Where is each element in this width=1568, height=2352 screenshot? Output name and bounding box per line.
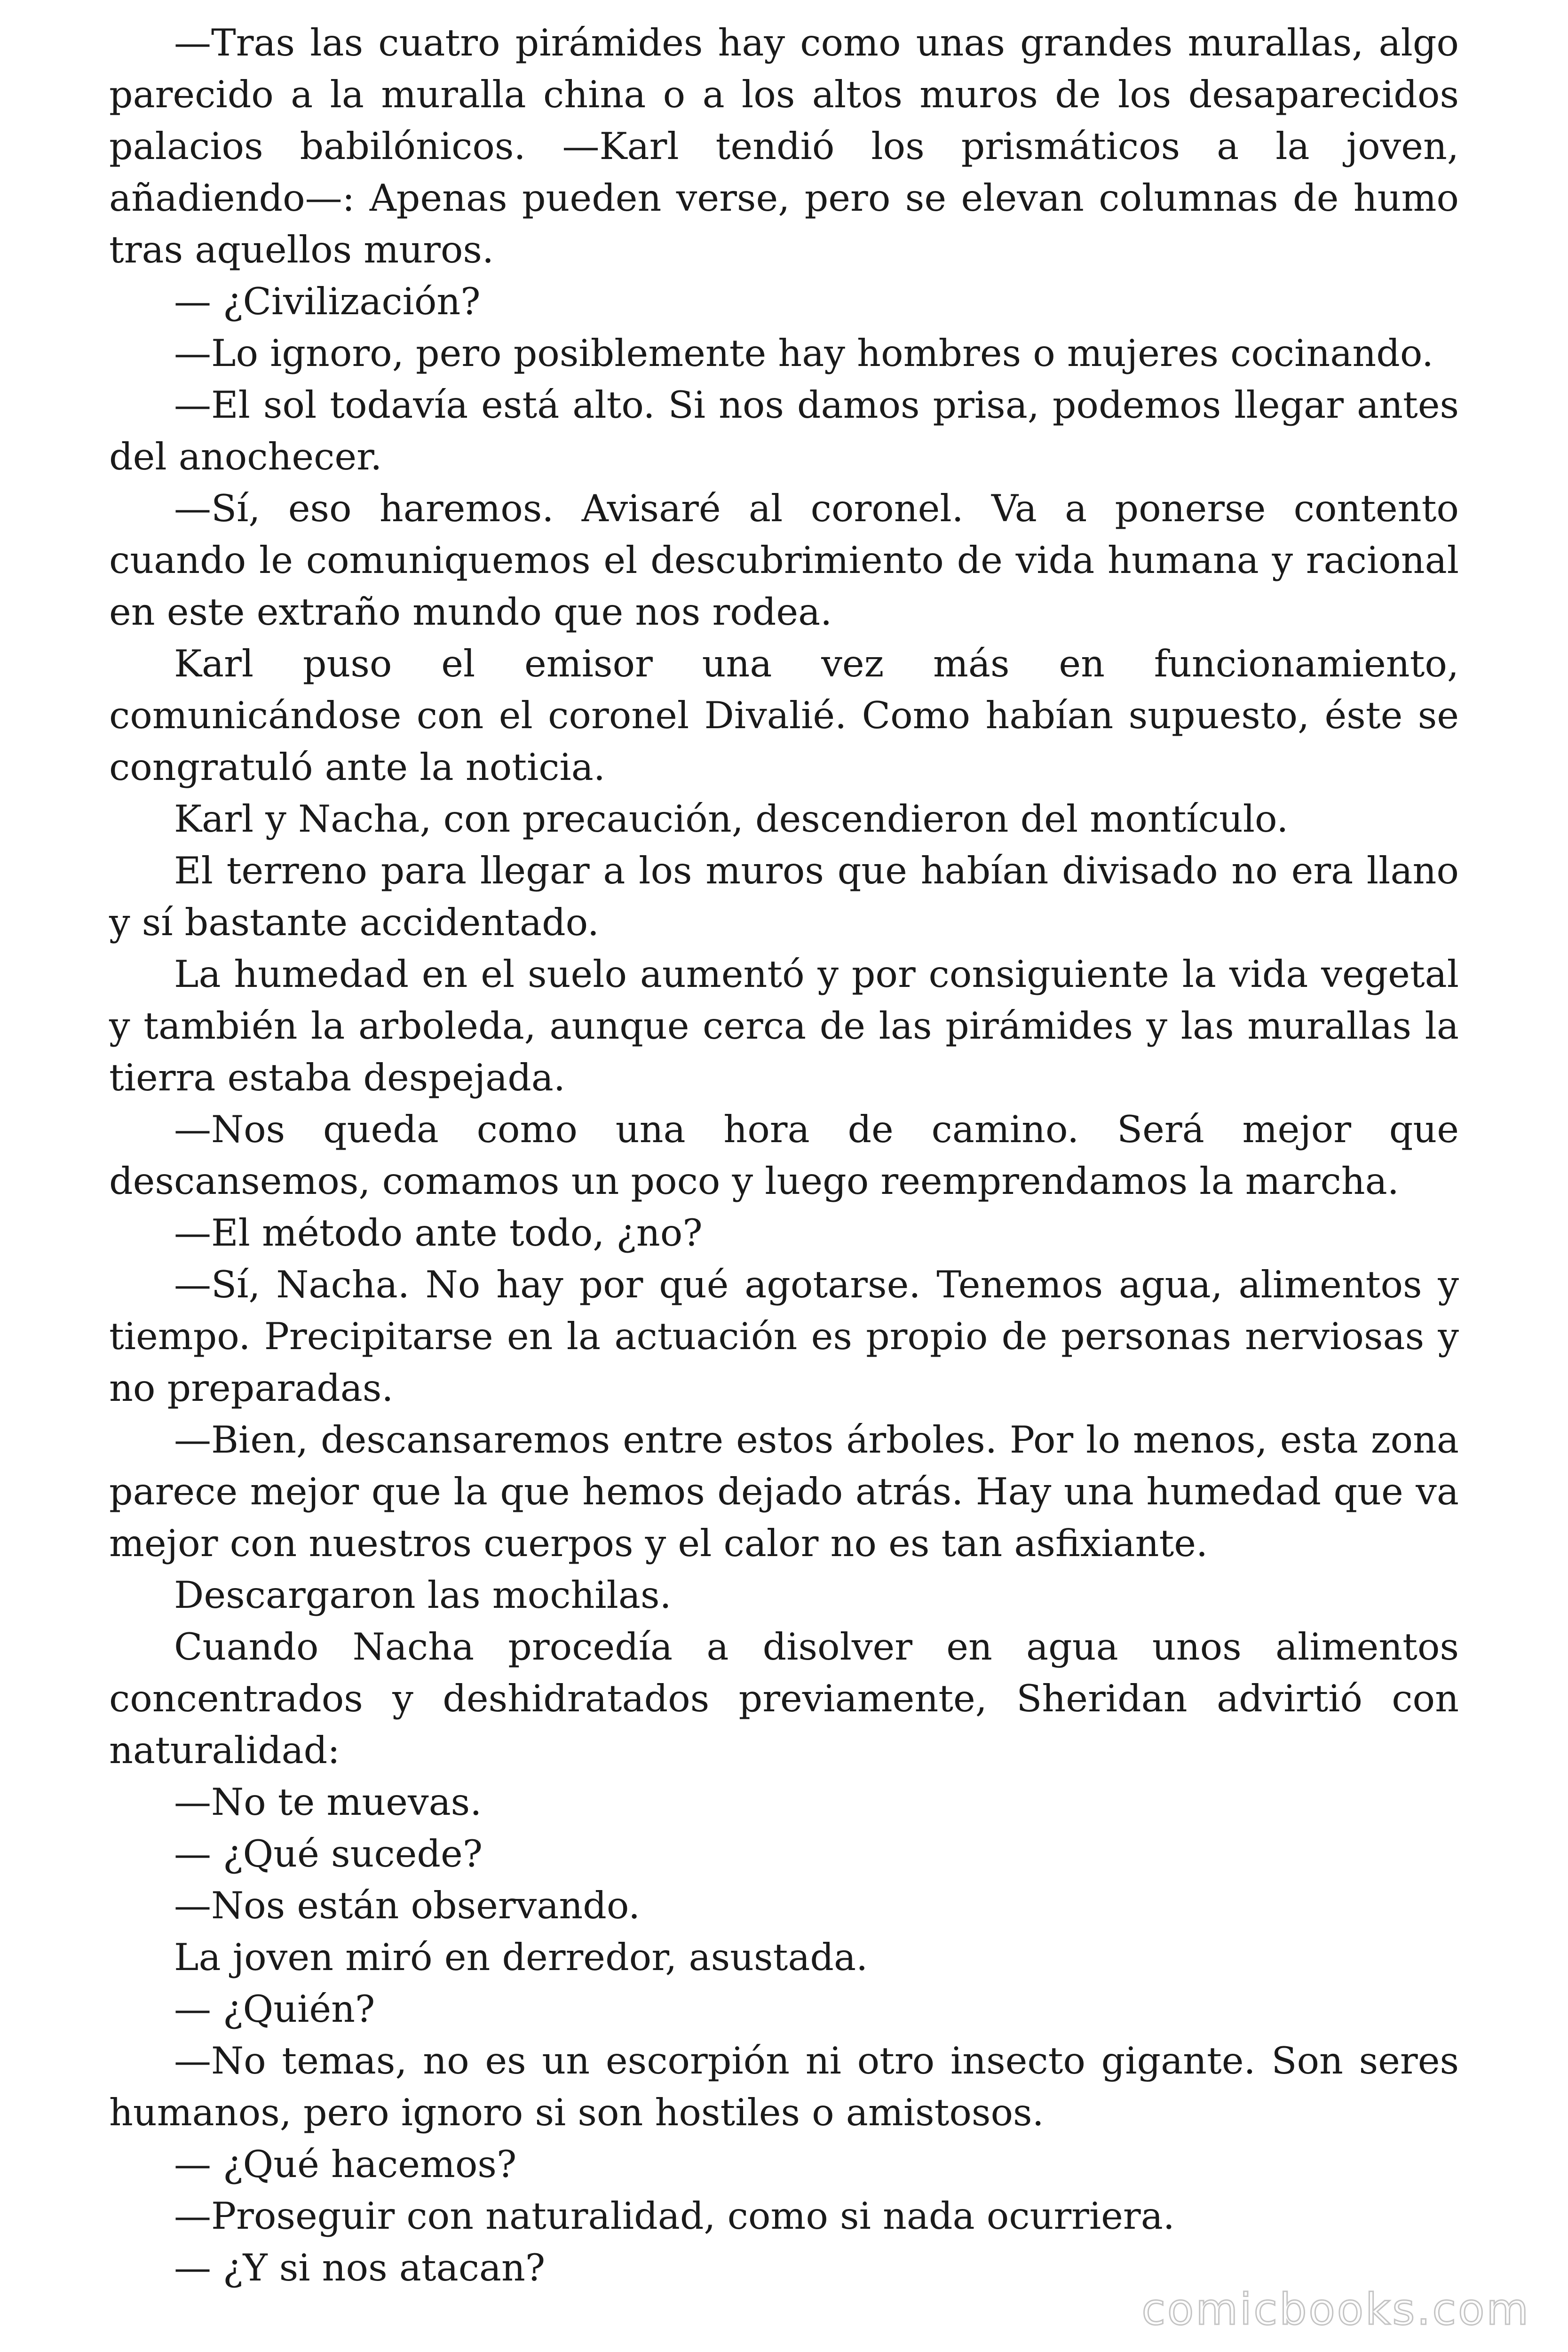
- paragraph: —Proseguir con naturalidad, como si nada ocurriera.: [174, 2194, 1175, 2238]
- paragraph: —No te muevas.: [174, 1780, 482, 1824]
- watermark: comicbooks.com: [1141, 2284, 1530, 2335]
- paragraph: —Bien, descansaremos entre estos árboles. Por lo menos, esta zona parece mejor que la que hemos dejado atrás. Hay una humedad que va mejor con nuestros cuerpos y el calor no es tan asfixiante.: [109, 1418, 1459, 1565]
- paragraph: —Lo ignoro, pero posiblemente hay hombres o mujeres cocinando.: [174, 332, 1434, 375]
- paragraph: Karl y Nacha, con precaución, descendieron del montículo.: [174, 797, 1289, 841]
- paragraph: La humedad en el suelo aumentó y por consiguiente la vida vegetal y también la arboleda, aunque cerca de las pirámides y las murallas la tierra estaba despejada.: [109, 953, 1459, 1099]
- paragraph: — ¿Qué sucede?: [174, 1832, 483, 1875]
- paragraph: —Nos queda como una hora de camino. Será mejor que descansemos, comamos un poco y luego reemprendamos la marcha.: [109, 1108, 1459, 1203]
- paragraph: La joven miró en derredor, asustada.: [174, 1936, 868, 1979]
- paragraph: Descargaron las mochilas.: [174, 1573, 672, 1617]
- paragraph: —Sí, eso haremos. Avisaré al coronel. Va a ponerse contento cuando le comuniquemos el descubrimiento de vida humana y racional en este extraño mundo que nos rodea.: [109, 487, 1459, 634]
- paragraph: — ¿Qué hacemos?: [174, 2143, 517, 2186]
- paragraph: — ¿Quién?: [174, 1987, 375, 2031]
- paragraph: —El método ante todo, ¿no?: [174, 1211, 703, 1255]
- page-text: [109, 17, 1459, 2294]
- paragraph: —El sol todavía está alto. Si nos damos prisa, podemos llegar antes del anochecer.: [109, 383, 1459, 478]
- paragraph: —Sí, Nacha. No hay por qué agotarse. Tenemos agua, alimentos y tiempo. Precipitarse en la actuación es propio de personas nerviosas y no preparadas.: [109, 1263, 1459, 1410]
- paragraph: —Nos están observando.: [174, 1884, 641, 1927]
- paragraph: Cuando Nacha procedía a disolver en agua unos alimentos concentrados y deshidratados previamente, Sheridan advirtió con naturalidad:: [109, 1625, 1459, 1772]
- paragraph: —No temas, no es un escorpión ni otro insecto gigante. Son seres humanos, pero ignoro si son hostiles o amistosos.: [109, 2039, 1459, 2134]
- paragraph: —Tras las cuatro pirámides hay como unas grandes murallas, algo parecido a la muralla china o a los altos muros de los desaparecidos palacios babilónicos. —Karl tendió los prismáticos a la joven, añadiendo—: Apenas pueden verse, pero se elevan columnas de humo tras aquellos muros.: [109, 21, 1459, 271]
- paragraph: — ¿Y si nos atacan?: [174, 2246, 546, 2289]
- paragraph: Karl puso el emisor una vez más en funcionamiento, comunicándose con el coronel Divalié. Como habían supuesto, éste se congratuló ante la noticia.: [109, 642, 1459, 789]
- paragraph: — ¿Civilización?: [174, 280, 481, 323]
- paragraph: El terreno para llegar a los muros que habían divisado no era llano y sí bastante accidentado.: [109, 849, 1459, 944]
